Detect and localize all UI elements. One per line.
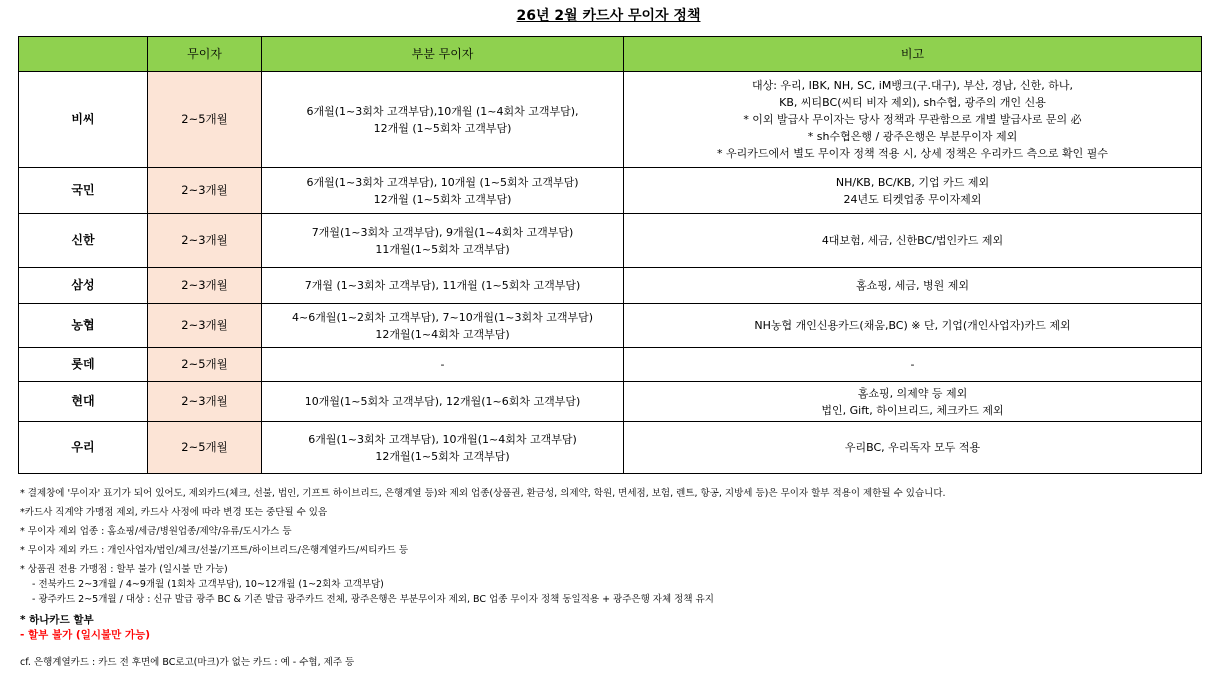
table-row [19, 422, 1202, 474]
card-name: 우리 [19, 422, 148, 474]
remarks [624, 304, 1202, 348]
table-row [19, 72, 1202, 168]
interest-free-months: 2~5개월 [148, 348, 262, 382]
partial-interest-free [262, 168, 624, 214]
remark-line: 법인, Gift, 하이브리드, 체크카드 제외 [821, 403, 1004, 417]
header-notes: 비고 [624, 37, 1202, 72]
footnotes [20, 484, 1210, 672]
card-name: 농협 [19, 304, 148, 348]
table-row [19, 348, 1202, 382]
header-partial: 부분 무이자 [262, 37, 624, 72]
footnote: * 무이자 제외 업종 : 홈쇼핑/세금/병원업종/제약/유류/도시가스 등 [20, 526, 292, 537]
partial-line: 4~6개월(1~2회차 고객부담), 7~10개월(1~3회차 고객부담) [291, 310, 594, 324]
partial-interest-free [262, 382, 624, 422]
partial-interest-free [262, 422, 624, 474]
hana-warning: - 할부 불가 (일시불만 가능) [20, 629, 151, 641]
partial-line: 6개월(1~3회차 고객부담), 10개월(1~4회차 고객부담) [308, 432, 577, 446]
remark-line: 우리BC, 우리독자 모두 적용 [844, 441, 981, 454]
card-name: 롯데 [19, 348, 148, 382]
card-name: 신한 [19, 214, 148, 268]
partial-line: 12개월 (1~5회차 고객부담) [373, 121, 512, 135]
cf-note: cf. 은행계열카드 : 카드 전 후면에 BC로고(마크)가 없는 카드 : 예 - 수협, 제주 등 [20, 657, 355, 668]
partial-line: 7개월(1~3회차 고객부담), 9개월(1~4회차 고객부담) [311, 225, 574, 239]
footnote: * 무이자 제외 카드 : 개인사업자/법인/체크/선불/기프트/하이브리드/은행계열카드/씨티카드 등 [20, 545, 409, 556]
remark-line: * 이외 발급사 무이자는 당사 정책과 무관함으로 개별 발급사로 문의 必 [743, 113, 1082, 126]
header-card [19, 37, 148, 72]
partial-interest-free [262, 348, 624, 382]
remark-line: 홈쇼핑, 세금, 병원 제외 [855, 279, 970, 292]
remarks [624, 382, 1202, 422]
remark-line: 24년도 티켓업종 무이자제외 [843, 192, 982, 206]
footnote-sub: - 광주카드 2~5개월 / 대상 : 신규 발급 광주 BC & 기존 발급 광주카드 전체, 광주은행은 부분무이자 제외, BC 업종 무이자 정책 동일적용 + 광주은행 자체 정책 유지 [32, 594, 714, 605]
partial-line: 11개월(1~5회차 고객부담) [375, 242, 510, 256]
page-title: 26년 2월 카드사 무이자 정책 [516, 8, 701, 24]
table-row [19, 268, 1202, 304]
table-row [19, 214, 1202, 268]
remark-line: 대상: 우리, IBK, NH, SC, iM뱅크(구.대구), 부산, 경남, 신한, 하나, [751, 79, 1074, 92]
partial-line: 12개월 (1~5회차 고객부담) [373, 192, 512, 206]
remark-line: 홈쇼핑, 의제약 등 제외 [857, 386, 968, 400]
partial-line: 7개월 (1~3회차 고객부담), 11개월 (1~5회차 고객부담) [304, 279, 581, 292]
table-row [19, 168, 1202, 214]
interest-free-months: 2~3개월 [148, 214, 262, 268]
footnote: * 상품권 전용 가맹점 : 할부 불가 (일시불 만 가능) [20, 564, 228, 575]
partial-line: 12개월(1~4회차 고객부담) [375, 327, 510, 341]
remarks [624, 422, 1202, 474]
remarks [624, 168, 1202, 214]
header-row [19, 37, 1202, 72]
remark-line: KB, 씨티BC(씨티 비자 제외), sh수협, 광주의 개인 신용 [779, 96, 1046, 109]
partial-line: 12개월(1~5회차 고객부담) [375, 449, 510, 463]
table-row [19, 304, 1202, 348]
remark-line: NH/KB, BC/KB, 기업 카드 제외 [835, 175, 990, 189]
remarks [624, 348, 1202, 382]
partial-interest-free [262, 72, 624, 168]
interest-free-months: 2~5개월 [148, 72, 262, 168]
partial-line: 6개월(1~3회차 고객부담), 10개월 (1~5회차 고객부담) [306, 175, 579, 189]
partial-line: 10개월(1~5회차 고객부담), 12개월(1~6회차 고객부담) [304, 395, 581, 408]
card-name: 국민 [19, 168, 148, 214]
interest-free-months: 2~3개월 [148, 304, 262, 348]
partial-line: 6개월(1~3회차 고객부담),10개월 (1~4회차 고객부담), [306, 104, 579, 118]
partial-interest-free [262, 304, 624, 348]
remark-line: * 우리카드에서 별도 무이자 정책 적용 시, 상세 정책은 우리카드 측으로 확인 필수 [717, 147, 1108, 160]
remark-line: 4대보험, 세금, 신한BC/법인카드 제외 [821, 234, 1004, 247]
footnote: *카드사 직계약 가맹점 제외, 카드사 사정에 따라 변경 또는 중단될 수 있음 [20, 507, 328, 518]
card-name: 삼성 [19, 268, 148, 304]
hana-note: * 하나카드 할부 [20, 614, 94, 626]
remark-line: * sh수협은행 / 광주은행은 부분무이자 제외 [807, 130, 1018, 143]
partial-interest-free [262, 214, 624, 268]
remark-line: - [910, 358, 915, 371]
header-interest-free: 무이자 [148, 37, 262, 72]
card-name: 비씨 [19, 72, 148, 168]
interest-free-months: 2~3개월 [148, 268, 262, 304]
remarks [624, 72, 1202, 168]
interest-free-months: 2~3개월 [148, 382, 262, 422]
policy-table [18, 36, 1202, 474]
footnote: * 결제창에 '무이자' 표기가 되어 있어도, 제외카드(체크, 선불, 법인, 기프트 하이브리드, 은행계열 등)와 제외 업종(상품권, 환금성, 의제약, 학원, 면세점, 보험, 렌트, 항공, 지방세 등)은 무이자 할부 적용이 제한될 수 있습니다. [20, 488, 946, 499]
footnote-sub: - 전북카드 2~3개월 / 4~9개월 (1회차 고객부담), 10~12개월 (1~2회차 고객부담) [32, 579, 384, 590]
card-name: 현대 [19, 382, 148, 422]
remarks [624, 268, 1202, 304]
interest-free-months: 2~5개월 [148, 422, 262, 474]
remark-line: NH농협 개인신용카드(채움,BC) ※ 단, 기업(개인사업자)카드 제외 [754, 319, 1071, 332]
partial-interest-free [262, 268, 624, 304]
partial-line: - [440, 358, 445, 371]
remarks [624, 214, 1202, 268]
interest-free-months: 2~3개월 [148, 168, 262, 214]
table-row [19, 382, 1202, 422]
